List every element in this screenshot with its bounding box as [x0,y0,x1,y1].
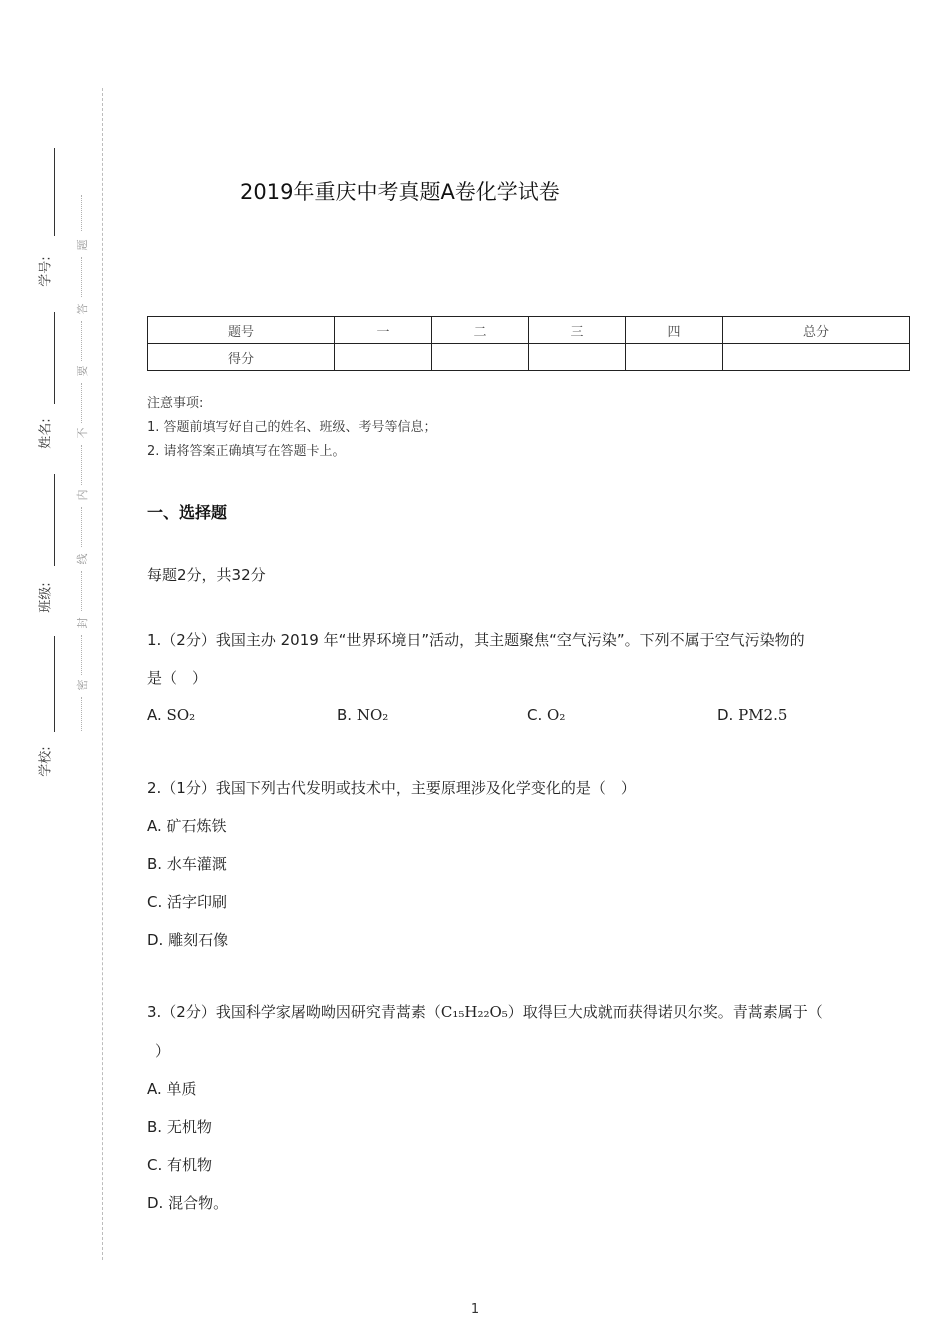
exam-title: 2019年重庆中考真题A卷化学试卷 [240,180,560,204]
q1-option-c: C. O₂ [527,706,566,724]
section-title: 一、选择题 [147,503,228,522]
seal-word: 答 [76,303,89,315]
student-id-label: 学号: [38,256,54,287]
question-2-text: 2.（1分）我国下列古代发明或技术中，主要原理涉及化学变化的是（ ） [147,779,636,797]
seal-word: 要 [76,365,89,377]
score-header-cell: 四 [625,317,722,344]
q3-option-c: C. 有机物 [147,1156,213,1174]
seal-line-text [72,195,92,735]
class-label: 班级: [38,582,54,613]
score-table-header-row [148,317,910,344]
seal-word: 题 [76,239,89,251]
seal-word: 内 [76,489,89,501]
score-header-cell: 题号 [148,317,335,344]
score-table [147,316,910,371]
q1-option-d: D. PM2.5 [717,706,788,724]
section-points: 每题2分，共32分 [147,566,266,584]
score-header-cell: 三 [528,317,625,344]
school-label: 学校: [38,746,54,777]
q3-option-b: B. 无机物 [147,1118,212,1136]
q2-option-b: B. 水车灌溉 [147,855,227,873]
seal-word: 不 [76,427,89,439]
binding-dashed-line [102,88,103,1260]
name-label: 姓名: [38,418,54,449]
score-header-cell: 一 [334,317,431,344]
q1-option-a: A. SO₂ [147,706,196,724]
question-3-text: 3.（2分）我国科学家屠呦呦因研究青蒿素（C₁₅H₂₂O₅）取得巨大成就而获得诺贝尔奖。青蒿素属于（ [147,1003,823,1021]
seal-word: 密 [76,679,89,691]
seal-word: 线 [76,553,89,565]
score-header-cell: 二 [431,317,528,344]
score-cell [625,344,722,371]
school-line [54,636,55,732]
q2-option-a: A. 矿石炼铁 [147,817,227,835]
score-cell [334,344,431,371]
score-header-cell: 总分 [722,317,909,344]
notice-item: 1. 答题前填写好自己的姓名、班级、考号等信息； [147,420,437,435]
score-cell [722,344,909,371]
score-cell [528,344,625,371]
chemical-formula: C₁₅H₂₂O₅ [440,1003,508,1021]
notice-heading: 注意事项: [147,396,204,411]
notice-item: 2. 请将答案正确填写在答题卡上。 [147,444,346,459]
name-line [54,312,55,404]
q1-option-b: B. NO₂ [337,706,389,724]
class-line [54,474,55,566]
question-1-text-cont: 是（ ） [147,669,208,687]
q2-option-d: D. 雕刻石像 [147,931,229,949]
question-1-text: 1.（2分）我国主办 2019 年“世界环境日”活动，其主题聚焦“空气污染”。下列不属于空气污染物的 [147,631,805,649]
q3-option-d: D. 混合物。 [147,1194,229,1212]
score-cell [431,344,528,371]
q3-option-a: A. 单质 [147,1080,197,1098]
score-table-score-row [148,344,910,371]
student-id-line [54,148,55,236]
question-3-text-cont: ） [155,1042,171,1060]
q2-option-c: C. 活字印刷 [147,893,228,911]
seal-word: 封 [76,617,89,629]
score-row-label: 得分 [148,344,335,371]
page-number: 1 [470,1302,480,1317]
